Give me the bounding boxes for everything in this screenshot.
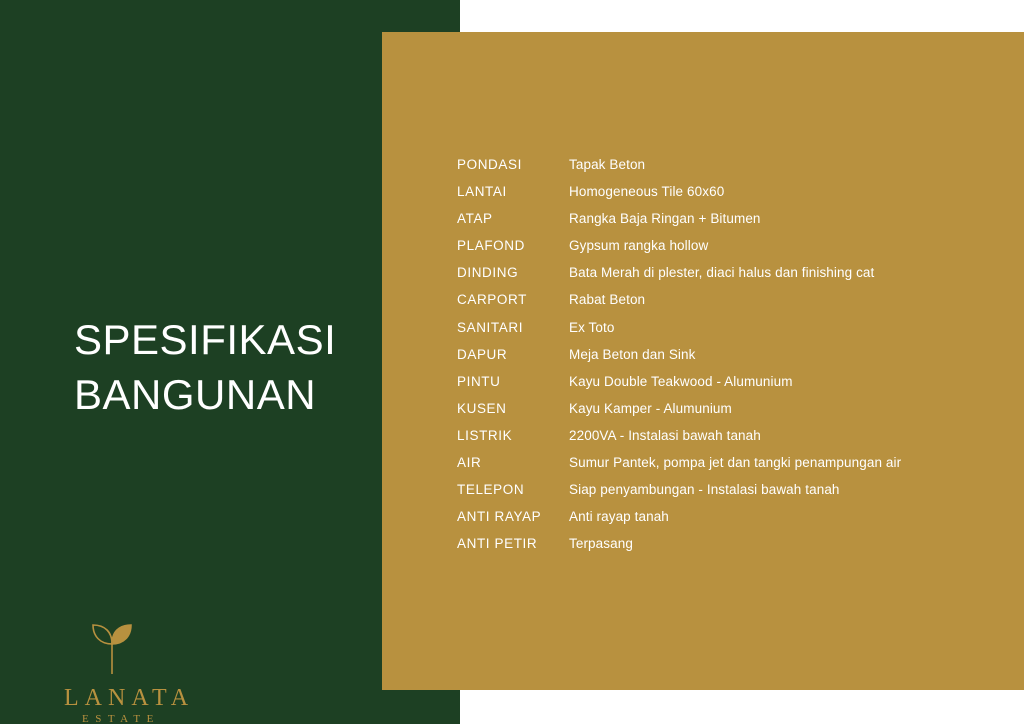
spec-row bbox=[457, 212, 997, 226]
page-title-line-2: BANGUNAN bbox=[74, 371, 317, 419]
spec-row-value: Siap penyambungan - Instalasi bawah tanah bbox=[569, 482, 840, 498]
spec-row-value: Ex Toto bbox=[569, 319, 615, 335]
brand-logo bbox=[60, 620, 260, 724]
spec-row-label: PLAFOND bbox=[457, 238, 525, 254]
spec-row-value: Rabat Beton bbox=[569, 292, 646, 308]
spec-row-label: TELEPON bbox=[457, 482, 525, 498]
spec-row-value: Homogeneous Tile 60x60 bbox=[569, 184, 725, 200]
spec-row bbox=[457, 456, 997, 470]
spec-row-label: PINTU bbox=[457, 373, 501, 389]
spec-row-label: DAPUR bbox=[457, 346, 508, 362]
spec-row bbox=[457, 375, 997, 389]
page-title-line-1: SPESIFIKASI bbox=[74, 316, 337, 363]
spec-row bbox=[457, 510, 997, 524]
spec-row-value: Bata Merah di plester, diaci halus dan finishing cat bbox=[569, 265, 875, 281]
spec-row bbox=[457, 158, 997, 172]
spec-row bbox=[457, 239, 997, 253]
spec-row-label: LANTAI bbox=[457, 184, 507, 200]
spec-row bbox=[457, 348, 997, 362]
brand-name: LANATA bbox=[64, 685, 195, 711]
spec-row bbox=[457, 293, 997, 307]
spec-row-value: Tapak Beton bbox=[569, 157, 646, 172]
spec-row bbox=[457, 402, 997, 416]
spec-row-value: Terpasang bbox=[569, 536, 633, 552]
specification-table bbox=[457, 158, 997, 564]
spec-row-value: Sumur Pantek, pompa jet dan tangki penampungan air bbox=[569, 455, 902, 471]
spec-row-value: Rangka Baja Ringan + Bitumen bbox=[569, 211, 761, 227]
spec-row-value: Meja Beton dan Sink bbox=[569, 346, 696, 362]
spec-row bbox=[457, 429, 997, 443]
spec-row-label: AIR bbox=[457, 455, 482, 471]
spec-row-label: ATAP bbox=[457, 211, 493, 227]
brand-subtitle: ESTATE bbox=[82, 713, 160, 724]
spec-row bbox=[457, 266, 997, 280]
spec-row-value: Anti rayap tanah bbox=[569, 509, 669, 525]
spec-row-value: Kayu Kamper - Alumunium bbox=[569, 400, 732, 416]
spec-row-value: 2200VA - Instalasi bawah tanah bbox=[569, 427, 761, 443]
spec-row-label: ANTI RAYAP bbox=[457, 509, 542, 525]
spec-row bbox=[457, 537, 997, 551]
spec-row bbox=[457, 321, 997, 335]
leaf-icon bbox=[86, 620, 138, 676]
page-title bbox=[74, 312, 404, 423]
spec-row-value: Kayu Double Teakwood - Alumunium bbox=[569, 373, 793, 389]
spec-row-label: DINDING bbox=[457, 265, 519, 281]
spec-row bbox=[457, 185, 997, 199]
spec-row-label: SANITARI bbox=[457, 319, 524, 335]
spec-row-value: Gypsum rangka hollow bbox=[569, 238, 709, 254]
spec-row-label: ANTI PETIR bbox=[457, 536, 538, 552]
spec-row-label: CARPORT bbox=[457, 292, 527, 308]
spec-row-label: KUSEN bbox=[457, 400, 507, 416]
spec-row-label: PONDASI bbox=[457, 157, 522, 172]
spec-row bbox=[457, 483, 997, 497]
spec-row-label: LISTRIK bbox=[457, 427, 513, 443]
